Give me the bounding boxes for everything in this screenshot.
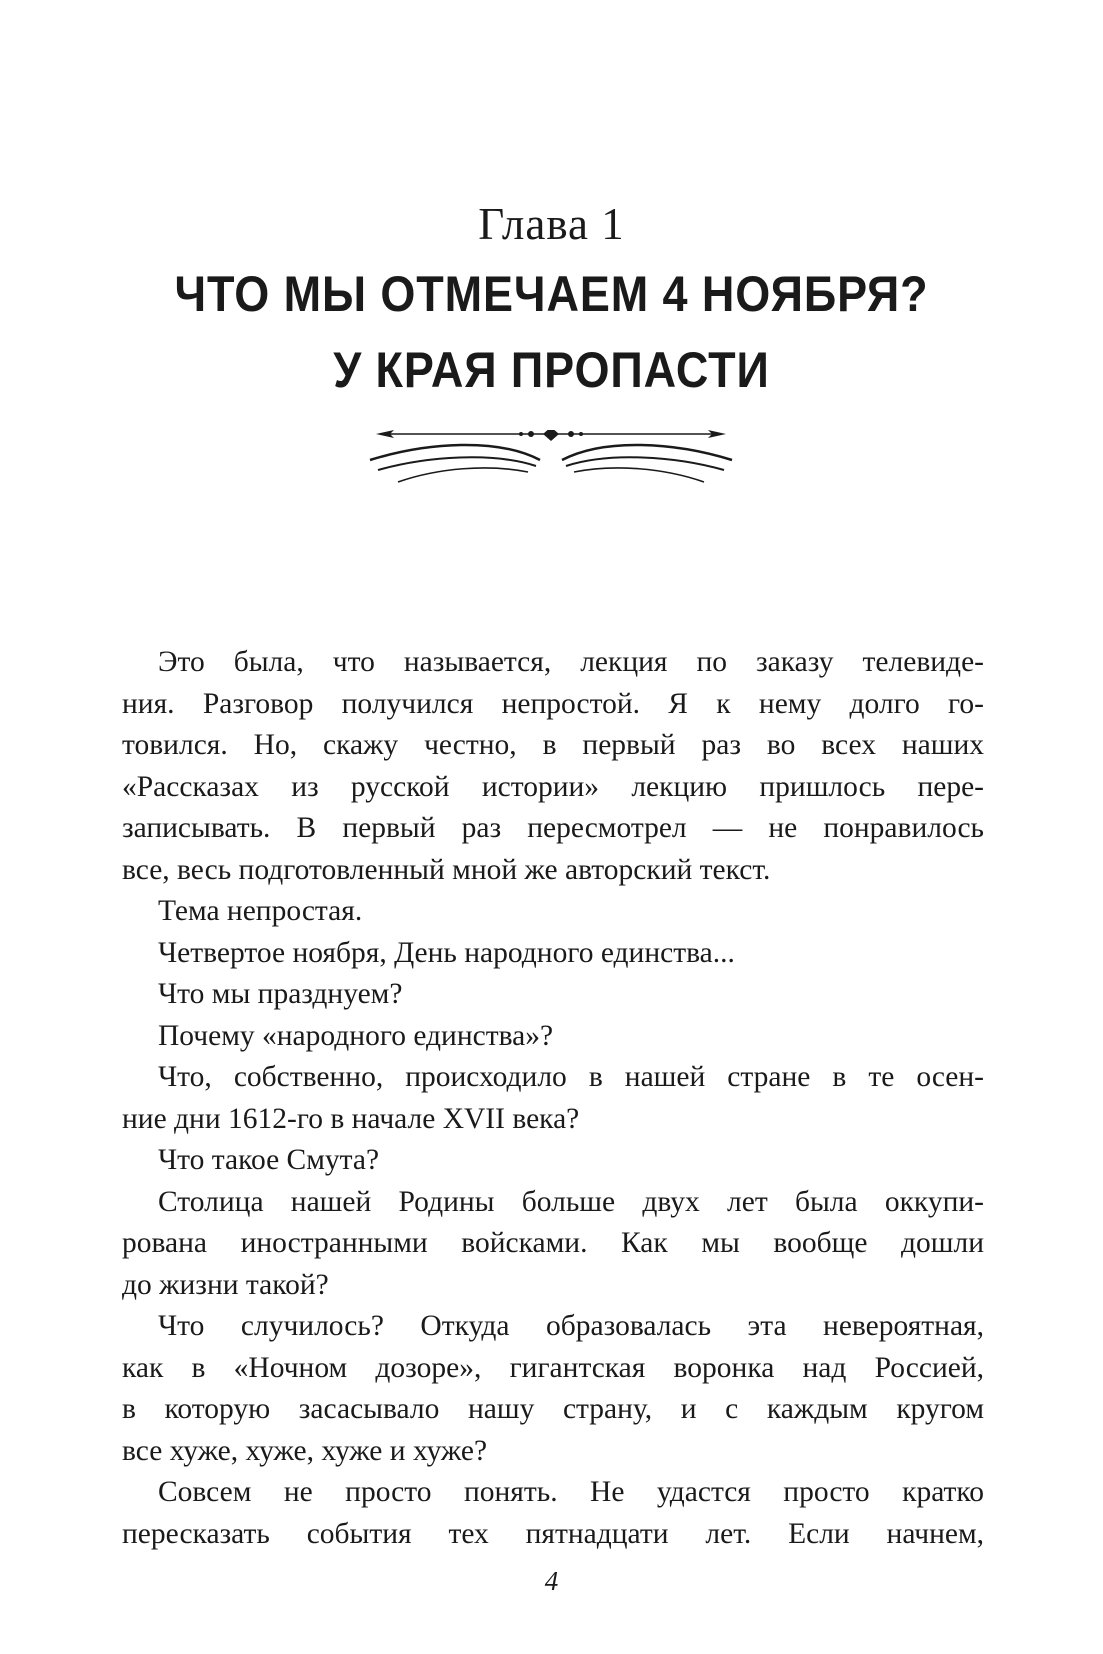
text-line: Что случилось? Откуда образовалась эта невероятная, [158, 1310, 984, 1342]
text-line: ние дни 1612-го в начале XVII века? [122, 1102, 580, 1135]
text-line: Столица нашей Родины больше двух лет была оккупи- [158, 1185, 984, 1218]
text-line: Почему «народного единства»? [158, 1019, 554, 1052]
text-line: Совсем не просто понять. Не удастся просто кратко [158, 1476, 984, 1508]
text-line: товился. Но, скажу честно, в первый раз во всех наших [122, 729, 984, 761]
text-line: все, весь подготовленный мной же авторский текст. [122, 853, 771, 886]
text-line: как в «Ночном дозоре», гигантская воронка над Россией, [122, 1351, 984, 1384]
text-line: пересказать события тех пятнадцати лет. Если начнем, [122, 1517, 984, 1550]
text-line: записывать. В первый раз пересмотрел — не понравилось [122, 812, 984, 844]
chapter-label: Глава 1 [478, 199, 625, 249]
text-line: все хуже, хуже, хуже и хуже? [122, 1434, 488, 1467]
text-line: Что мы празднуем? [158, 978, 403, 1010]
chapter-title [109, 256, 994, 408]
decorative-flourish-icon [368, 430, 734, 500]
text-line: Что такое Смута? [158, 1144, 380, 1176]
text-line: Тема непростая. [158, 895, 363, 927]
text-line: ния. Разговор получился непростой. Я к нему долго го- [122, 687, 984, 720]
chapter-title-line: ЧТО МЫ ОТМЕЧАЕМ 4 НОЯБРЯ? [174, 266, 929, 322]
text-line: до жизни такой? [122, 1268, 329, 1301]
text-line: в которую засасывало нашу страну, и с каждым кругом [122, 1393, 984, 1425]
chapter-title-line: У КРАЯ ПРОПАСТИ [333, 342, 770, 398]
page-number: 4 [544, 1566, 559, 1596]
body-text [122, 642, 984, 1555]
text-line: «Рассказах из русской истории» лекцию пришлось пере- [122, 770, 984, 803]
text-line: Это была, что называется, лекция по заказу телевиде- [158, 646, 984, 678]
text-line: Четвертое ноября, День народного единства... [158, 936, 735, 969]
text-line: рована иностранными войсками. Как мы вообще дошли [122, 1227, 984, 1259]
text-line: Что, собственно, происходило в нашей стране в те осен- [158, 1061, 984, 1093]
